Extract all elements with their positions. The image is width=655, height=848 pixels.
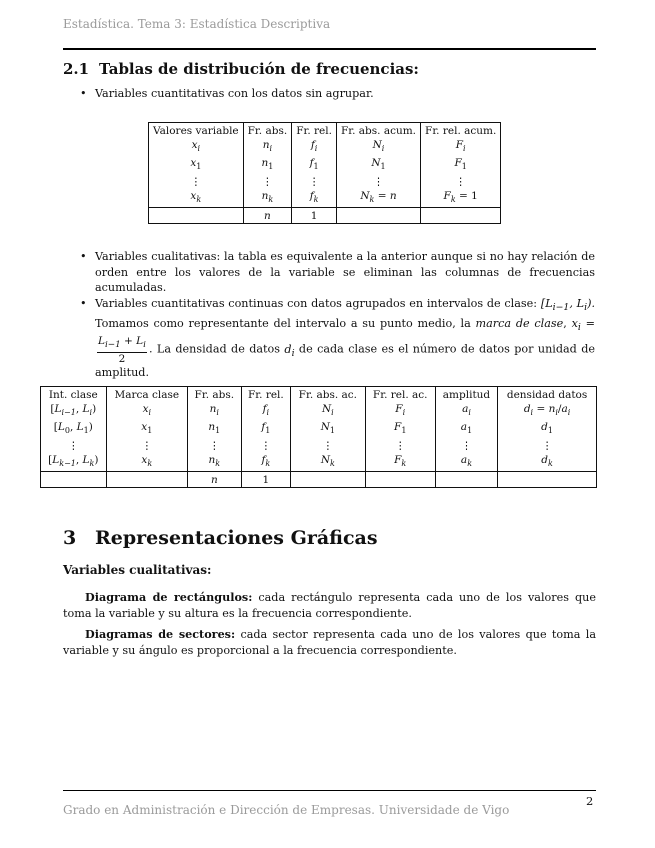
cell: [$L_{k-1}$, $L_k$) [41,453,107,472]
section-title: Representaciones Gráficas [95,527,378,549]
fraction-denominator: 2 [118,352,126,365]
paragraph-bar-diagram [63,590,596,621]
cell: ⋮ [498,438,597,453]
cell [435,472,497,488]
cell [291,472,365,488]
table-row-first [149,156,501,174]
header-cell: Fr. abs. [188,387,242,403]
cell: n [188,472,242,488]
symbol-cell: $a_i$ [435,402,497,420]
cell: ⋮ [149,174,244,189]
text-run: . La densidad de datos [148,343,285,357]
bullet-text: Variables cuantitativas con los datos sin agrupar. [95,87,374,100]
header-cell: Fr. rel. acum. [421,123,501,139]
header-cell: Marca clase [106,387,187,403]
cell: n [243,208,292,224]
header-cell: Valores variable [149,123,244,139]
symbol-cell: $x_i$ [149,138,244,156]
fraction-numerator: $L_{i-1} + L_i$ [98,335,146,351]
symbol-cell: $N_i$ [291,402,365,420]
symbol-cell: $x_i$ [106,402,187,420]
header-cell: Fr. abs. acum. [336,123,420,139]
cell: [$L_0$, $L_1$) [41,420,107,438]
header-rule [63,48,596,50]
bullet-text: Variables cuantitativas continuas con datos agrupados en intervalos de clase: [$L_{i-1}$, $L_i$). Tomamos como representante del intervalo a su punto medio, la marca de clase, $x_i$ = $\frac{L_{i-1} + L_i}{2}$ . La densidad de datos $d_i$ de cada clase es el número de datos por unidad de amplitud. [95,297,596,379]
header-cell: Fr. abs. ac. [291,387,365,403]
cell: 1 [292,208,337,224]
cell: ⋮ [421,174,501,189]
bullet-dot: • [80,87,87,100]
cell: $n_1$ [188,420,242,438]
header-cell: Fr. rel. [292,123,337,139]
symbol-cell: $N_i$ [336,138,420,156]
section-heading-2-1 [63,60,419,78]
cell [106,472,187,488]
cell: $d_1$ [498,420,597,438]
table-row-dots [149,174,501,189]
text-run: Variables cuantitativas continuas con datos agrupados en intervalos de clase: [95,297,541,310]
bullet-text: Variables cualitativas: la tabla es equivalente a la anterior aunque si no hay relación de orden entre los valores de la variable se eliminan las columnas de frecuencias acumuladas. [95,250,595,294]
table-row-last [149,189,501,208]
cell: ⋮ [292,174,337,189]
cell: $f_1$ [241,420,290,438]
cell: ⋮ [435,438,497,453]
cell: $F_1$ [365,420,435,438]
subheading: Variables cualitativas: [63,563,212,577]
cell: $n_k$ [243,189,292,208]
header-cell: Fr. rel. [241,387,290,403]
cell: $a_k$ [435,453,497,472]
cell: $N_k$ [291,453,365,472]
paragraph-pie-diagram [63,627,596,658]
header-cell: amplitud [435,387,497,403]
cell [365,472,435,488]
table-row-dots [41,438,597,453]
cell: ⋮ [365,438,435,453]
table-totals-row [41,472,597,488]
cell: ⋮ [188,438,242,453]
cell [41,472,107,488]
cell: 1 [241,472,290,488]
symbol-cell: $d_i = n_i/a_i$ [498,402,597,420]
cell: $a_1$ [435,420,497,438]
header-cell: densidad datos [498,387,597,403]
frequency-table-grouped [40,386,597,488]
symbol-cell: $f_i$ [292,138,337,156]
table-row-last [41,453,597,472]
symbol-cell: $n_i$ [243,138,292,156]
frequency-table-ungrouped [148,122,501,224]
cell: ⋮ [291,438,365,453]
cell: ⋮ [106,438,187,453]
table-symbol-row [149,138,501,156]
table-row-first [41,420,597,438]
table-header-row [41,387,597,403]
cell: $f_k$ [292,189,337,208]
section-number: 2.1 [63,60,90,78]
cell: $x_1$ [106,420,187,438]
text-run: Tomamos como representante del intervalo a su punto medio, la [95,316,476,330]
symbol-cell: $F_i$ [421,138,501,156]
running-footer: Grado en Administración e Dirección de Empresas. Universidade de Vigo [63,803,510,817]
symbol-cell: $n_i$ [188,402,242,420]
cell [149,208,244,224]
cell: ⋮ [41,438,107,453]
header-cell: Fr. rel. ac. [365,387,435,403]
cell: $n_1$ [243,156,292,174]
section-heading-3 [63,527,378,549]
cell: $F_k$ [365,453,435,472]
section-number: 3 [63,527,77,549]
term-bold: Diagramas de sectores: [85,627,236,641]
section-title: Tablas de distribución de frecuencias: [99,60,419,78]
cell: ⋮ [336,174,420,189]
emphasis: marca de clase [475,316,564,330]
math-fraction [97,335,147,364]
cell: $f_1$ [292,156,337,174]
cell [421,208,501,224]
cell: ⋮ [241,438,290,453]
cell: $x_k$ [149,189,244,208]
text-run: de cada clase es el número de datos por unidad de amplitud. [95,343,596,379]
table-totals-row [149,208,501,224]
symbol-cell: $f_i$ [241,402,290,420]
header-cell: Int. clase [41,387,107,403]
cell: $d_k$ [498,453,597,472]
math-di: $d_i$ [284,343,295,360]
cell [498,472,597,488]
cell: $N_1$ [291,420,365,438]
cell: $f_k$ [241,453,290,472]
cell: $x_k$ [106,453,187,472]
cell: $F_1$ [421,156,501,174]
table-symbol-row [41,402,597,420]
paragraph-text: cada sector representa cada uno de los valores que toma la variable y su ángulo es proporcional a la frecuencia correspondiente. [63,628,596,657]
math-interval: [$L_{i-1}$, $L_i$). [540,297,596,314]
table-header-row [149,123,501,139]
symbol-cell: [$L_{i-1}$, $L_i$) [41,402,107,420]
running-header: Estadística. Tema 3: Estadística Descriptiva [63,17,331,31]
bullet-dot: • [80,297,87,310]
cell: $N_k = n$ [336,189,420,208]
symbol-cell: $F_i$ [365,402,435,420]
footer-rule [63,790,596,791]
cell: $n_k$ [188,453,242,472]
page-number: 2 [586,794,594,808]
bullet-dot: • [80,250,87,263]
math-xi: $x_i$ [571,316,581,333]
cell: $x_1$ [149,156,244,174]
header-cell: Fr. abs. [243,123,292,139]
cell: $F_k = 1$ [421,189,501,208]
cell [336,208,420,224]
term-bold: Diagrama de rectángulos: [85,590,253,604]
paragraph-text: cada rectángulo representa cada uno de los valores que toma la variable y su altura es la frecuencia correspondiente. [63,591,596,620]
cell: ⋮ [243,174,292,189]
cell: $N_1$ [336,156,420,174]
